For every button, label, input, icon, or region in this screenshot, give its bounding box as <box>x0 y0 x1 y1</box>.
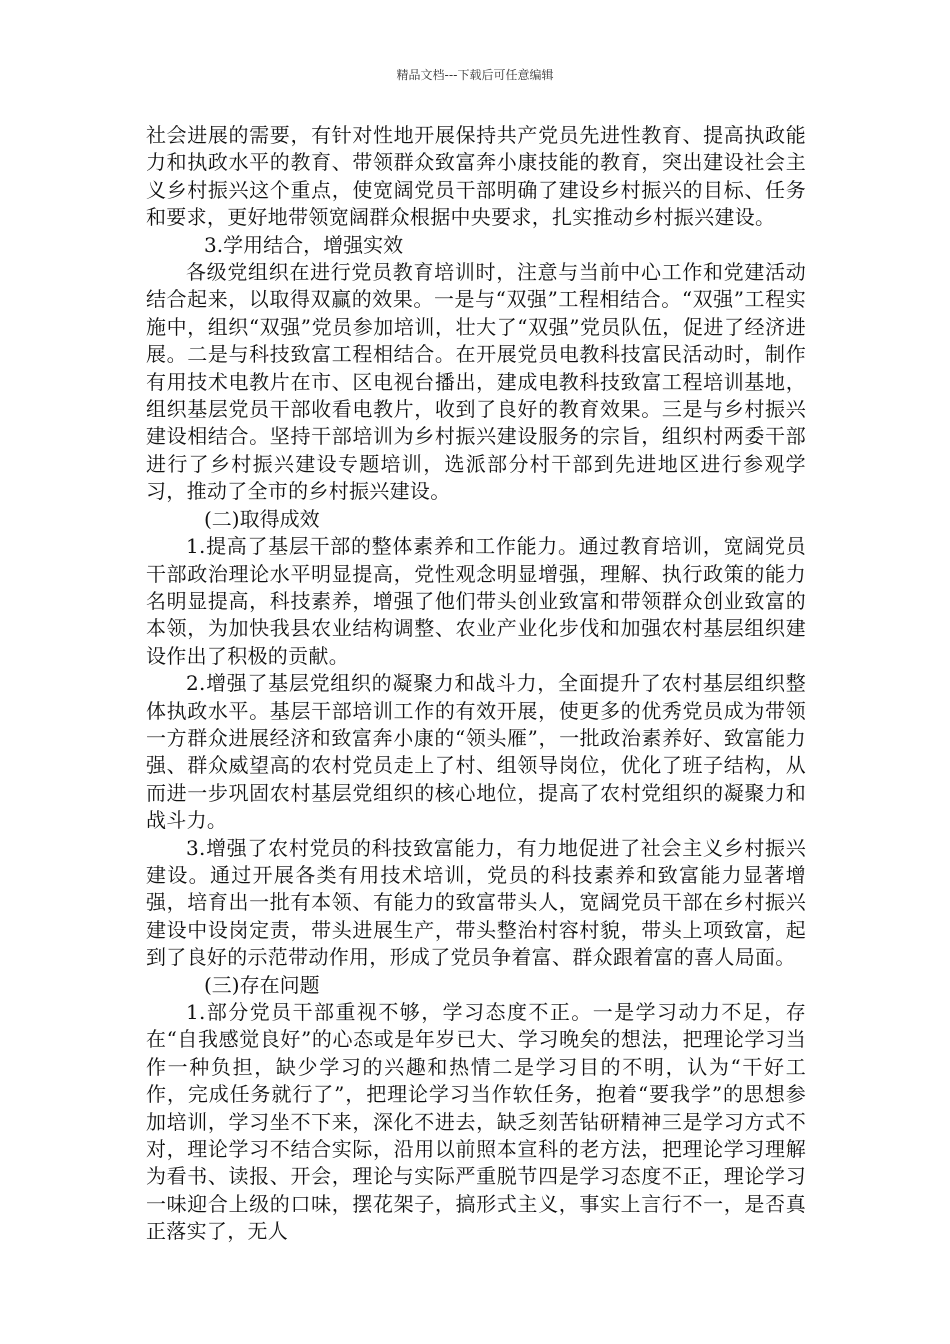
body-paragraph: 2.增强了基层党组织的凝聚力和战斗力，全面提升了农村基层组织整体执政水平。基层干部培训工作的有效开展，使更多的优秀党员成为带领一方群众进展经济和致富奔小康的“领头雁”，一批政治素养好、致富能力强、群众威望高的农村党员走上了村、组领导岗位，优化了班子结构，从而进一步巩固农村基层党组织的核心地位，提高了农村党组织的凝聚力和战斗力。 <box>146 671 806 833</box>
section-heading: 3.学用结合，增强实效 <box>204 232 404 257</box>
page-header: 精品文档---下载后可任意编辑 <box>396 68 554 82</box>
body-paragraph: 社会进展的需要，有针对性地开展保持共产党员先进性教育、提高执政能力和执政水平的教育、带领群众致富奔小康技能的教育，突出建设社会主义乡村振兴这个重点，使宽阔党员干部明确了建设乡村振兴的目标、任务和要求，更好地带领宽阔群众根据中央要求，扎实推动乡村振兴建设。 <box>146 123 806 230</box>
section-heading: (三)存在问题 <box>204 972 320 997</box>
section-heading: (二)取得成效 <box>204 506 320 531</box>
body-paragraph: 3.增强了农村党员的科技致富能力，有力地促进了社会主义乡村振兴建设。通过开展各类有用技术培训，党员的科技素养和致富能力显著增强，培育出一批有本领、有能力的致富带头人，宽阔党员干部在乡村振兴建设中设岗定责，带头进展生产，带头整治村容村貌，带头上项致富，起到了良好的示范带动作用，形成了党员争着富、群众跟着富的喜人局面。 <box>146 835 806 970</box>
body-paragraph: 1.提高了基层干部的整体素养和工作能力。通过教育培训，宽阔党员干部政治理论水平明显提高，党性观念明显增强，理解、执行政策的能力名明显提高，科技素养，增强了他们带头创业致富和带领群众创业致富的本领，为加快我县农业结构调整、农业产业化步伐和加强农村基层组织建设作出了积极的贡献。 <box>146 534 806 668</box>
document-body <box>146 122 806 1246</box>
body-paragraph: 1.部分党员干部重视不够，学习态度不正。一是学习动力不足，存在“自我感觉良好”的心态或是年岁已大、学习晚矣的想法，把理论学习当作一种负担，缺少学习的兴趣和热情二是学习目的不明，认为“干好工作，完成任务就行了”，把理论学习当作软任务，抱着“要我学”的思想参加培训，学习坐不下来，深化不进去，缺乏刻苦钻研精神三是学习方式不对，理论学习不结合实际，沿用以前照本宣科的老方法，把理论学习理解为看书、读报、开会，理论与实际严重脱节四是学习态度不正，理论学习一味迎合上级的口味，摆花架子，搞形式主义，事实上言行不一，是否真正落实了，无人 <box>146 1000 806 1244</box>
body-paragraph: 各级党组织在进行党员教育培训时，注意与当前中心工作和党建活动结合起来，以取得双赢的效果。一是与“双强”工程相结合。“双强”工程实施中，组织“双强”党员参加培训，壮大了“双强”党员队伍，促进了经济进展。二是与科技致富工程相结合。在开展党员电教科技富民活动时，制作有用技术电教片在市、区电视台播出，建成电教科技致富工程培训基地，组织基层党员干部收看电教片，收到了良好的教育效果。三是与乡村振兴建设相结合。坚持干部培训为乡村振兴建设服务的宗旨，组织村两委干部进行了乡村振兴建设专题培训，选派部分村干部到先进地区进行参观学习，推动了全市的乡村振兴建设。 <box>146 260 806 504</box>
